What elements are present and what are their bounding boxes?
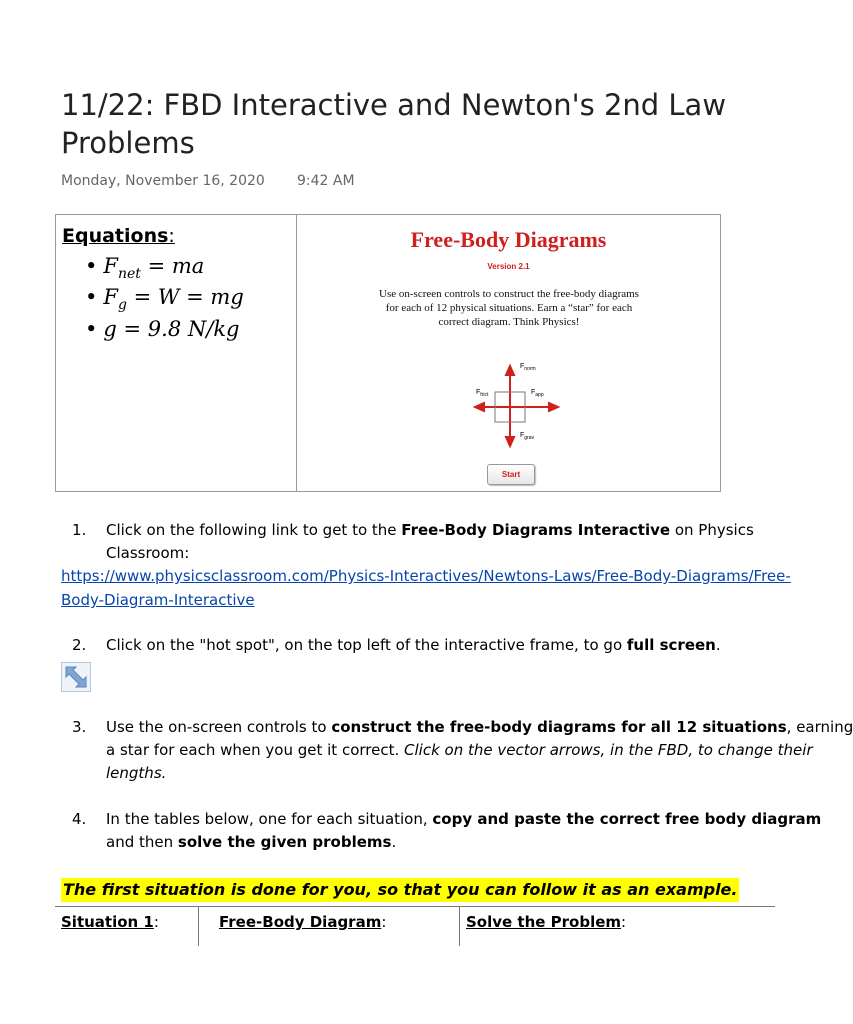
table-divider-2 <box>459 906 460 946</box>
fbd-diagram <box>297 215 720 491</box>
example-note: The first situation is done for you, so that you can follow it as an example. <box>61 878 739 902</box>
col-situation: Situation 1: <box>61 913 159 931</box>
fbd-title: Free-Body Diagrams <box>410 227 607 252</box>
page-time: 9:42 AM <box>297 173 355 189</box>
equation-g-value: • g = 9.8 N/kg <box>85 317 240 341</box>
arrow-friction-head <box>475 403 484 411</box>
page-date: Monday, November 16, 2020 <box>61 173 265 189</box>
interactive-link-line1[interactable]: https://www.physicsclassroom.com/Physics-Interactives/Newtons-Laws/Free-Body-Diagrams/Free- <box>61 567 791 585</box>
equation-net-force: • $F_{net}$ = ma <box>85 254 205 283</box>
col-fbd: Free-Body Diagram: <box>219 913 387 931</box>
fbd-interactive-preview[interactable] <box>297 215 720 491</box>
interactive-link-line2[interactable]: Body-Diagram-Interactive <box>61 591 255 609</box>
col-solve: Solve the Problem: <box>466 913 627 931</box>
label-fnorm: $F_{norm}$ <box>520 363 536 372</box>
table-divider-1 <box>198 906 199 946</box>
fbd-description: Use on-screen controls to construct the free-body diagrams for each of 12 physical situations. Earn a “star” for each correct diagram. Think Physics! <box>379 288 639 328</box>
arrow-gravity-head <box>506 437 514 446</box>
arrow-normal-head <box>506 366 514 375</box>
equations-table <box>55 214 721 492</box>
equations-heading: Equations: <box>62 225 175 247</box>
label-ffrict: $F_{frict}$ <box>476 389 489 398</box>
label-fapp: $F_{app}$ <box>531 389 544 398</box>
arrow-applied-head <box>549 403 558 411</box>
situation-table-header <box>55 906 775 947</box>
fbd-version: Version 2.1 <box>487 262 530 271</box>
equation-gravity: • $F_g = W$ = mg <box>85 285 244 314</box>
fullscreen-icon[interactable] <box>61 662 91 692</box>
page-title: 11/22: FBD Interactive and Newton's 2nd Law Problems <box>61 88 727 160</box>
equations-cell <box>56 215 297 491</box>
label-fgrav: $F_{grav}$ <box>520 432 535 441</box>
start-button[interactable]: Start <box>487 464 535 485</box>
